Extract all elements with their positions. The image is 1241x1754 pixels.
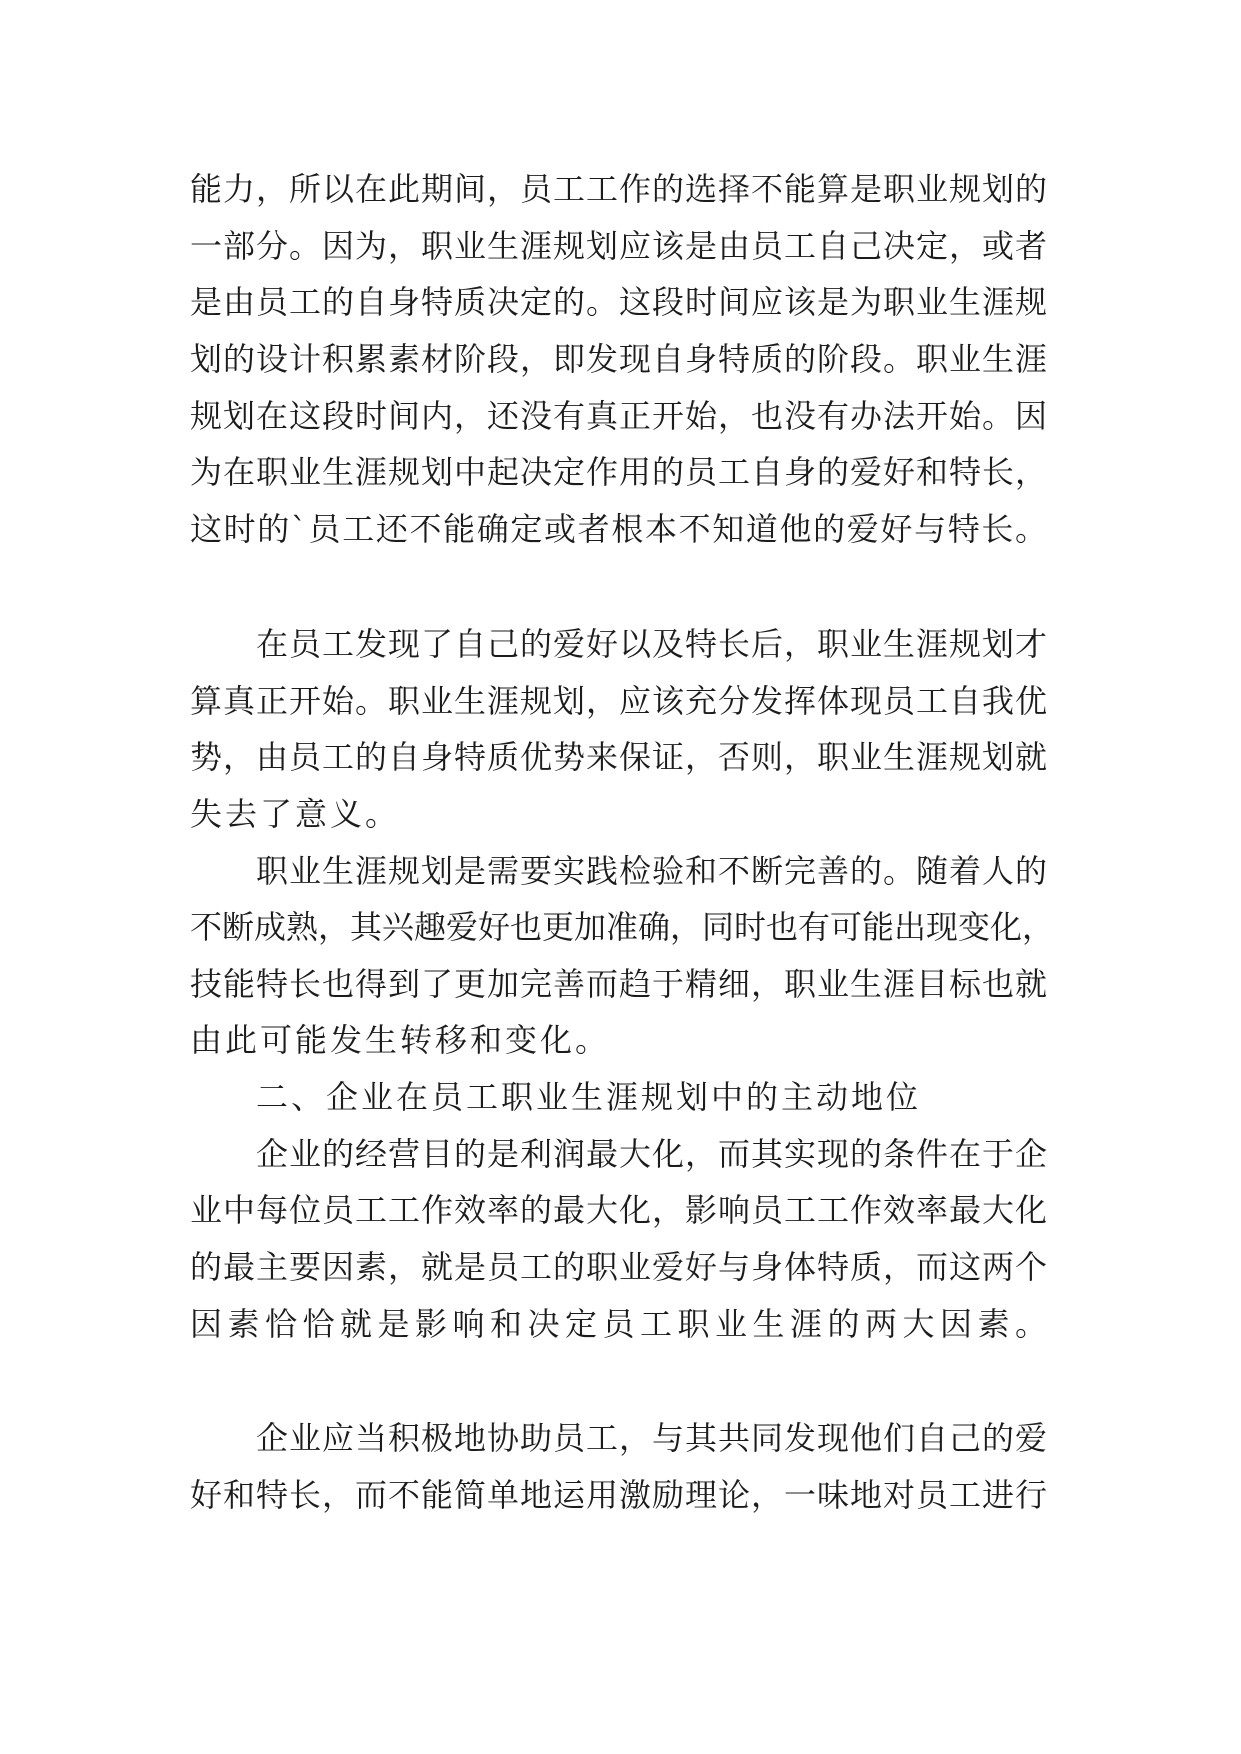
text-line: 一部分。因为，职业生涯规划应该是由员工自己决定，或者	[190, 227, 1047, 265]
text-line: 这时的`员工还不能确定或者根本不知道他的爱好与特长。	[190, 510, 1047, 548]
text-line: 失去了意义。	[190, 795, 401, 833]
text-line: 业中每位员工工作效率的最大化，影响员工工作效率最大化	[190, 1191, 1047, 1229]
text-line: 能力，所以在此期间，员工工作的选择不能算是职业规划的	[190, 170, 1047, 208]
text-line: 在员工发现了自己的爱好以及特长后，职业生涯规划才	[256, 625, 1047, 663]
text-line: 划的设计积累素材阶段，即发现自身特质的阶段。职业生涯	[190, 340, 1047, 378]
text-line: 由此可能发生转移和变化。	[190, 1021, 611, 1059]
section-heading: 二、企业在员工职业生涯规划中的主动地位	[256, 1078, 922, 1116]
text-line: 企业应当积极地协助员工，与其共同发现他们自己的爱	[256, 1419, 1047, 1457]
text-line: 的最主要因素，就是员工的职业爱好与身体特质，而这两个	[190, 1248, 1047, 1286]
text-line: 企业的经营目的是利润最大化，而其实现的条件在于企	[256, 1135, 1047, 1173]
text-line: 势，由员工的自身特质优势来保证，否则，职业生涯规划就	[190, 738, 1047, 776]
text-line: 规划在这段时间内，还没有真正开始，也没有办法开始。因	[190, 397, 1047, 435]
text-line: 算真正开始。职业生涯规划，应该充分发挥体现员工自我优	[190, 682, 1047, 720]
text-line: 不断成熟，其兴趣爱好也更加准确，同时也有可能出现变化，	[190, 908, 1055, 946]
text-line: 技能特长也得到了更加完善而趋于精细，职业生涯目标也就	[190, 965, 1047, 1003]
text-line: 为在职业生涯规划中起决定作用的员工自身的爱好和特长，	[190, 453, 1047, 491]
text-line: 职业生涯规划是需要实践检验和不断完善的。随着人的	[256, 852, 1047, 890]
text-line: 是由员工的自身特质决定的。这段时间应该是为职业生涯规	[190, 283, 1047, 321]
text-line: 因素恰恰就是影响和决定员工职业生涯的两大因素。	[190, 1305, 1047, 1343]
text-line: 好和特长，而不能简单地运用激励理论，一味地对员工进行	[190, 1476, 1047, 1514]
